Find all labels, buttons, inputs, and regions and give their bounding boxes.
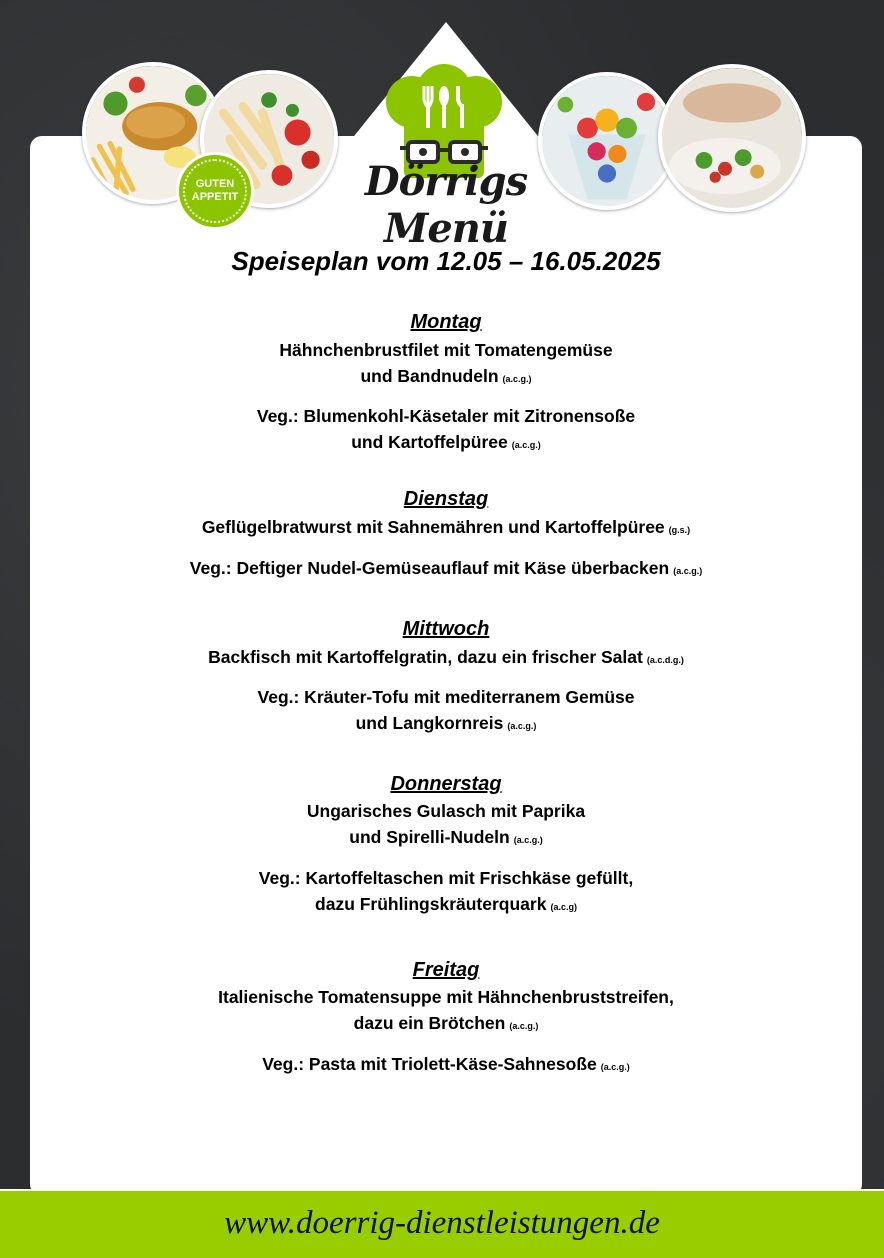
allergen-code: (a.c.g.) (509, 1021, 539, 1031)
brand-name: Dörrigs Menü (364, 158, 528, 252)
allergen-code: (a.c.g) (550, 902, 577, 912)
veg-dish-line (30, 1052, 862, 1079)
dish-text: und Spirelli-Nudeln (349, 827, 510, 847)
day-heading-mittwoch: Mittwoch (402, 618, 490, 640)
dish-line (30, 515, 862, 542)
allergen-code: (a.c.g.) (511, 440, 541, 450)
dish-text: Backfisch mit Kartoffelgratin, dazu ein frischer Salat (208, 647, 643, 667)
stamp-line1: GUTEN (195, 178, 235, 190)
veg-dish-line: Veg.: Blumenkohl-Käsetaler mit Zitronensoße (256, 406, 636, 426)
dish-line: Hähnchenbrustfilet mit Tomatengemüse (279, 340, 613, 360)
dish-text: Veg.: Deftiger Nudel-Gemüseauflauf mit Käse überbacken (189, 558, 670, 578)
dish-line (30, 1011, 862, 1038)
veg-dish-line (30, 711, 862, 738)
dish-text: dazu Frühlingskräuterquark (315, 894, 547, 914)
dish-line: Ungarisches Gulasch mit Paprika (306, 801, 586, 821)
allergen-code: (a.c.g.) (507, 721, 537, 731)
food-plating-photo (658, 64, 806, 212)
veg-dish-line: Veg.: Kartoffeltaschen mit Frischkäse gefüllt, (258, 868, 634, 888)
veg-dish-line (30, 556, 862, 583)
allergen-code: (a.c.d.g.) (646, 655, 684, 665)
stamp-line2: APPETIT (191, 191, 239, 203)
day-heading-dienstag: Dienstag (403, 488, 489, 510)
website-link[interactable]: www.doerrig-dienstleistungen.de (224, 1205, 660, 1241)
guten-appetit-stamp (176, 152, 254, 230)
dish-text: und Kartoffelpüree (351, 432, 508, 452)
day-heading-freitag: Freitag (412, 959, 480, 981)
dish-text: Veg.: Pasta mit Triolett-Käse-Sahnesoße (262, 1054, 597, 1074)
dish-text: und Langkornreis (355, 713, 504, 733)
dish-line (30, 364, 862, 391)
veg-dish-line (30, 430, 862, 457)
veg-dish-line (30, 892, 862, 919)
day-heading-donnerstag: Donnerstag (390, 773, 502, 795)
allergen-code: (a.c.g.) (600, 1062, 630, 1072)
allergen-code: (a.c.g.) (673, 566, 703, 576)
dish-line: Italienische Tomatensuppe mit Hähnchenbruststreifen, (218, 987, 674, 1007)
page-title: Speiseplan vom 12.05 – 16.05.2025 (231, 246, 661, 276)
footer-bar (0, 1189, 884, 1258)
veg-dish-line: Veg.: Kräuter-Tofu mit mediterranem Gemüse (257, 687, 635, 707)
dish-text: Geflügelbratwurst mit Sahnemähren und Kartoffelpüree (201, 517, 665, 537)
dish-text: dazu ein Brötchen (353, 1013, 506, 1033)
allergen-code: (a.c.g.) (502, 374, 532, 384)
allergen-code: (a.c.g.) (513, 835, 543, 845)
dish-line (30, 645, 862, 672)
dish-line (30, 825, 862, 852)
dish-text: und Bandnudeln (360, 366, 499, 386)
day-heading-montag: Montag (410, 311, 482, 333)
allergen-code: (g.s.) (668, 525, 691, 535)
